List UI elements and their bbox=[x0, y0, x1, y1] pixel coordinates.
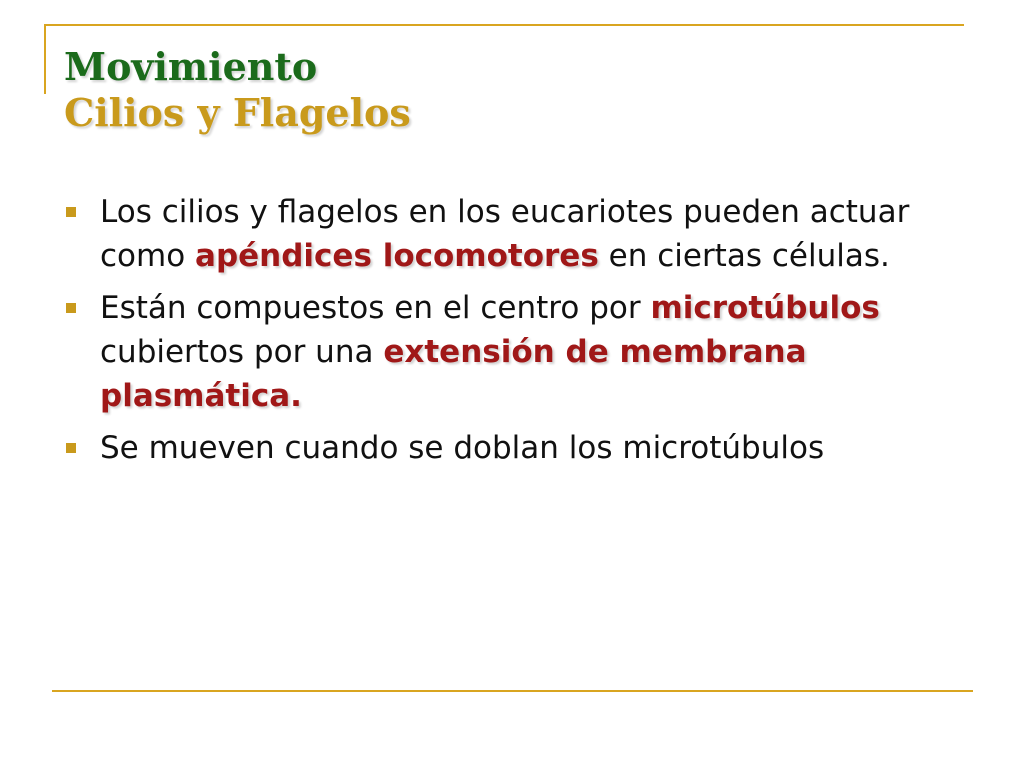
title-block bbox=[64, 44, 964, 136]
left-border-line bbox=[44, 24, 46, 94]
highlight-extension-membrana: extensión de membrana plasmática. bbox=[100, 334, 807, 414]
top-border-line bbox=[44, 24, 964, 26]
bullet-1-text-a: Los cilios y flagelos en los eucariotes pueden actuar como bbox=[100, 194, 910, 274]
bullet-list bbox=[64, 190, 994, 478]
bullet-2-text-a: Están compuestos en el centro por bbox=[100, 290, 651, 326]
square-bullet-icon bbox=[66, 207, 76, 217]
bullet-2-text-b: cubiertos por una bbox=[100, 334, 384, 370]
square-bullet-icon bbox=[66, 303, 76, 313]
bullet-item-2 bbox=[64, 286, 994, 418]
highlight-microtubulos: microtúbulos bbox=[650, 290, 880, 326]
square-bullet-icon bbox=[66, 443, 76, 453]
bullet-item-1 bbox=[64, 190, 994, 278]
bullet-item-3 bbox=[64, 426, 994, 470]
bullet-3-text: Se mueven cuando se doblan los microtúbulos bbox=[100, 430, 825, 466]
highlight-apendices-locomotores: apéndices locomotores bbox=[195, 238, 599, 274]
bullet-1-text-b: en ciertas células. bbox=[598, 238, 890, 274]
bottom-border-line bbox=[52, 690, 973, 692]
slide-title: Movimiento bbox=[64, 44, 318, 89]
slide-subtitle: Cilios y Flagelos bbox=[64, 90, 411, 135]
